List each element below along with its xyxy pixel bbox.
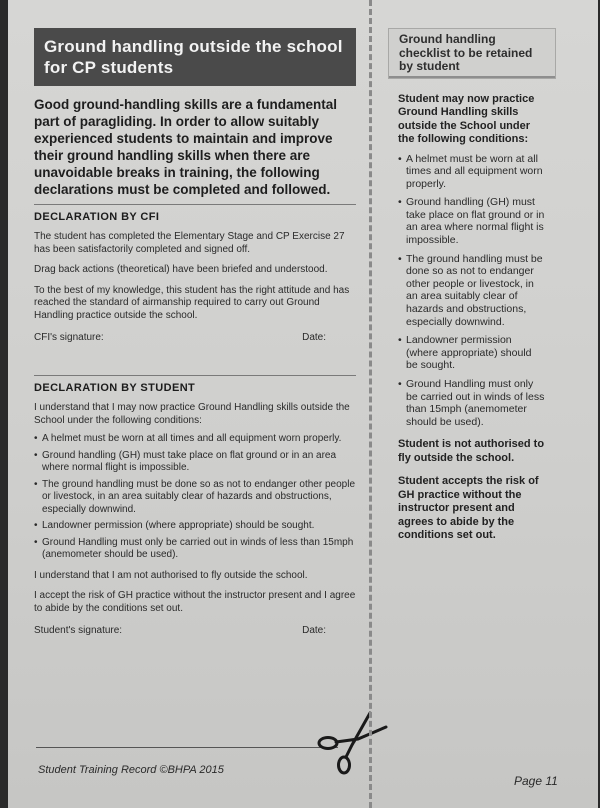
student-intro: I understand that I may now practice Ground Handling skills outside the School under the following conditions: — [34, 402, 350, 426]
not-authorised-note: Student is not authorised to fly outside the school. — [398, 438, 545, 464]
condition-item: • Ground handling (GH) must take place on flat ground or in an area where normal flight is impossible. — [34, 450, 356, 475]
checklist-item: • Ground Handling must only be carried out in winds of less than 15mph (anemometer should be used). — [398, 378, 546, 428]
student-conditions-list — [34, 433, 356, 562]
cfi-declaration-heading: DECLARATION BY CFI — [34, 211, 160, 223]
page-title: Ground handling outside the school for CP students — [34, 28, 356, 86]
cut-line — [36, 747, 338, 748]
cfi-signature-label: CFI's signature: — [34, 332, 104, 343]
tear-off-divider — [369, 0, 372, 808]
cfi-paragraph-3: To the best of my knowledge, this student has the right attitude and has reached the standard of airmanship required to carry out Ground Handling practice outside the school. — [34, 284, 350, 321]
student-declaration-heading: DECLARATION BY STUDENT — [34, 382, 196, 394]
checklist-conditions — [388, 153, 546, 429]
condition-item: • Landowner permission (where appropriate) should be sought. — [34, 520, 356, 533]
intro-paragraph: Good ground-handling skills are a fundamental part of paragliding. In order to allow suitably experienced students to maintain and improve their ground handling skills when there are unavoidable breaks in training, the following declarations must be completed and followed. — [34, 97, 338, 197]
accepts-risk-note: Student accepts the risk of GH practice without the instructor present and agrees to abide by the conditions set out. — [398, 475, 539, 542]
condition-item: • The ground handling must be done so as not to endanger other people or livestock, in an area suitably clear of hazards and obstructions, especially downwind. — [34, 479, 356, 517]
cfi-signature-row — [34, 332, 356, 343]
student-signature-row — [34, 625, 356, 636]
document-page — [8, 0, 598, 808]
cfi-paragraph-2: Drag back actions (theoretical) have been briefed and understood. — [34, 264, 328, 275]
checklist-item: • The ground handling must be done so as not to endanger other people or livestock, in an area suitably clear of hazards and obstructions, especially downwind. — [398, 253, 546, 329]
checklist-item: • Ground handling (GH) must take place on flat ground or in an area where normal flight is impossible. — [398, 196, 546, 246]
checklist-title: Ground handling checklist to be retained by student — [388, 28, 556, 79]
checklist-item: • Landowner permission (where appropriate) should be sought. — [398, 334, 546, 372]
checklist-intro: Student may now practice Ground Handling skills outside the School under the following conditions: — [398, 92, 535, 145]
condition-item: • A helmet must be worn at all times and all equipment worn properly. — [34, 433, 356, 446]
section-divider — [34, 375, 356, 376]
scissors-icon — [314, 709, 390, 775]
cfi-paragraph-1: The student has completed the Elementary Stage and CP Exercise 27 has been satisfactorily completed and signed off. — [34, 231, 345, 255]
student-date-label: Date: — [302, 625, 326, 636]
checklist-item: • A helmet must be worn at all times and all equipment worn properly. — [398, 153, 546, 191]
footer-record: Student Training Record ©BHPA 2015 — [38, 764, 224, 776]
page-number: Page 11 — [514, 774, 558, 788]
checklist-panel — [388, 28, 546, 543]
student-statement-1: I understand that I am not authorised to fly outside the school. — [34, 569, 308, 581]
declaration-form — [34, 28, 356, 636]
student-statement-2: I accept the risk of GH practice without the instructor present and I agree to abide by the conditions set out. — [34, 590, 356, 614]
section-divider — [34, 204, 356, 205]
condition-item: • Ground Handling must only be carried out in winds of less than 15mph (anemometer should be used). — [34, 537, 356, 562]
student-signature-label: Student's signature: — [34, 625, 123, 636]
cfi-date-label: Date: — [302, 332, 326, 343]
